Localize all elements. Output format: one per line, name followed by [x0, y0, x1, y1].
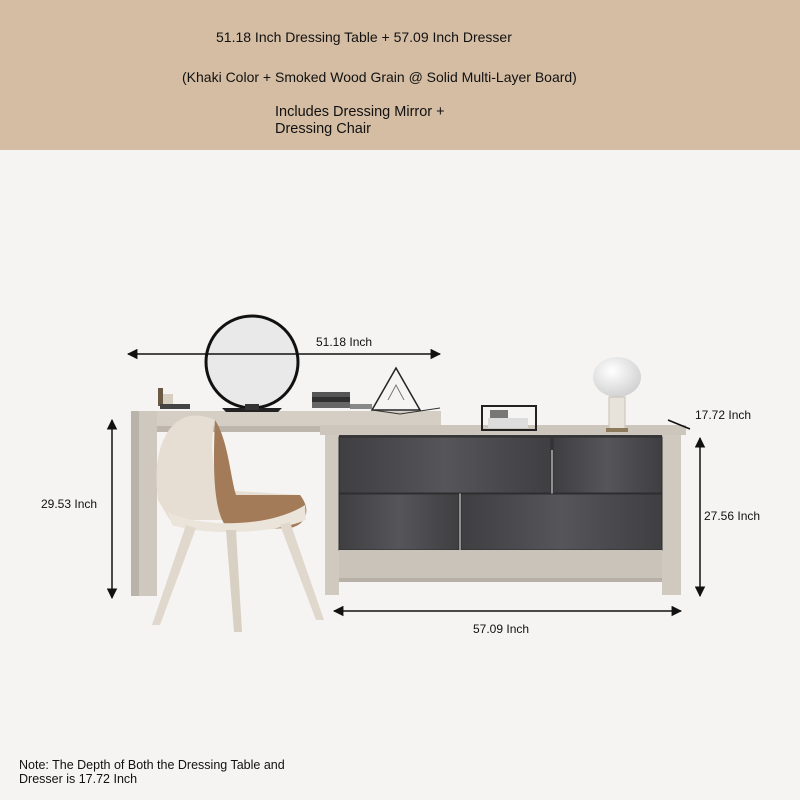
depth-label: 17.72 Inch [695, 408, 752, 422]
dresser-height-label: 27.56 Inch [704, 509, 761, 523]
dresser-width-label: 57.09 Inch [473, 622, 530, 636]
includes-line-2: Dressing Chair [275, 121, 371, 137]
dresser [320, 425, 686, 595]
dressing-chair [152, 416, 324, 632]
table-width-label: 51.18 Inch [316, 335, 373, 349]
product-material: (Khaki Color + Smoked Wood Grain @ Solid Multi-Layer Board) [182, 69, 577, 85]
includes-line-1: Includes Dressing Mirror + [275, 104, 445, 120]
note-line-2: Dresser is 17.72 Inch [19, 772, 138, 786]
note-line-1: Note: The Depth of Both the Dressing Table and [19, 758, 285, 772]
product-title: 51.18 Inch Dressing Table + 57.09 Inch Dresser [216, 29, 512, 45]
depth-note [19, 758, 285, 786]
table-height-label: 29.53 Inch [41, 497, 98, 511]
dressing-mirror [206, 316, 298, 412]
